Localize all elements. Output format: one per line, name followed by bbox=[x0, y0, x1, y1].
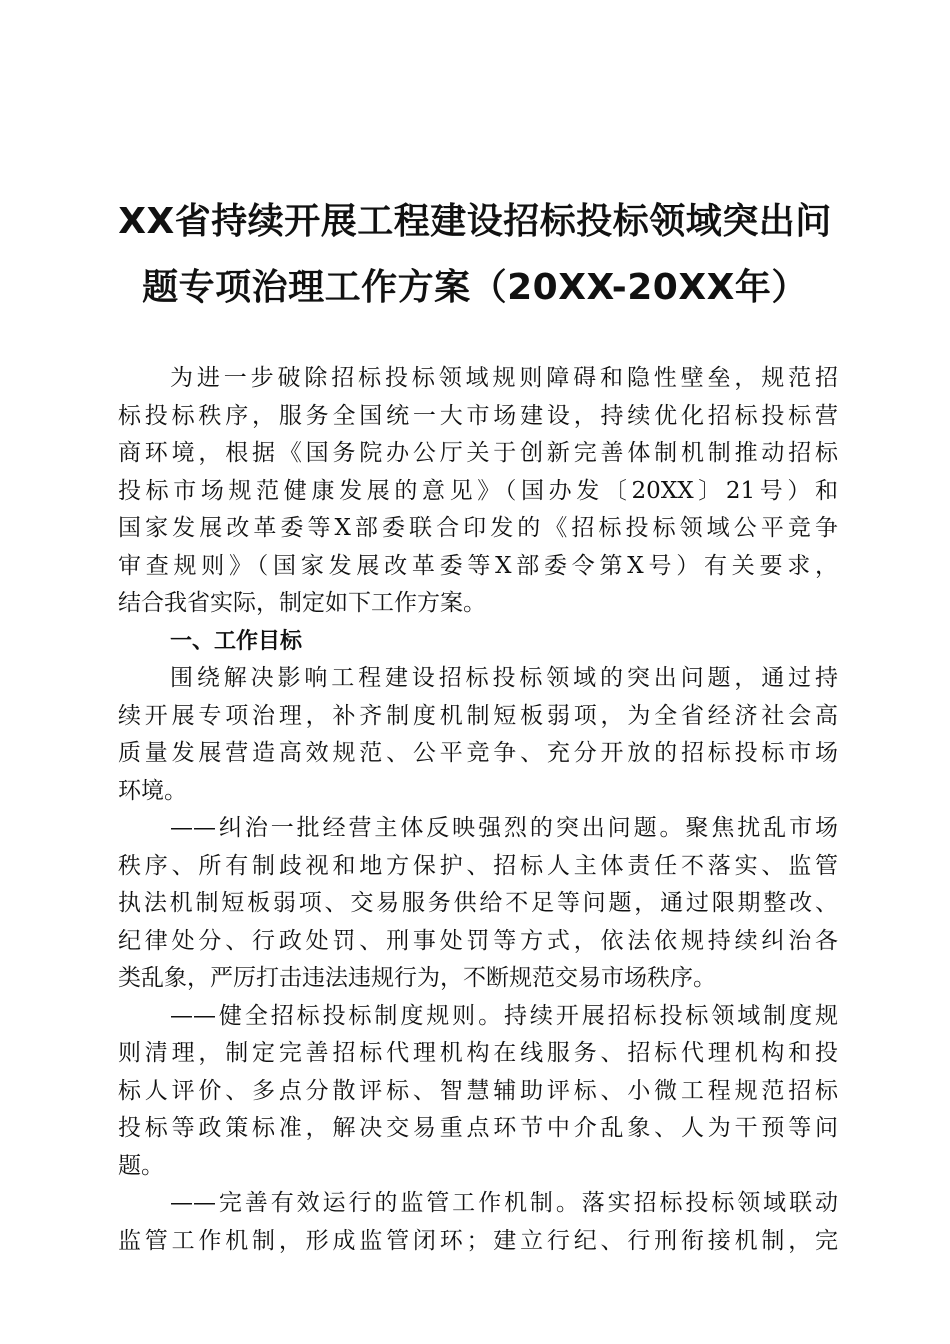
text: 审查规则》（国家发展改革委等X部委令第X号）有关要求， bbox=[118, 552, 838, 579]
text: 纪律处分、行政处罚、刑事处罚等方式，依法依规持续纠治各 bbox=[118, 927, 838, 954]
paragraph-line bbox=[118, 998, 838, 1036]
document-body bbox=[118, 360, 838, 1260]
paragraph-line bbox=[118, 548, 838, 586]
text: 为进一步破除招标投标领域规则障碍和隐性壁垒，规范招 bbox=[170, 365, 838, 391]
text: 监管工作机制，形成监管闭环；建立行纪、行刑衔接机制，完 bbox=[118, 1227, 838, 1254]
paragraph-line bbox=[118, 660, 838, 698]
paragraph-line bbox=[118, 810, 838, 848]
paragraph-line bbox=[118, 848, 838, 886]
text: 则清理，制定完善招标代理机构在线服务、招标代理机构和投 bbox=[118, 1040, 838, 1066]
paragraph-line bbox=[118, 1223, 838, 1261]
text: 秩序、所有制歧视和地方保护、招标人主体责任不落实、监管 bbox=[118, 852, 838, 879]
paragraph-line bbox=[118, 885, 838, 923]
paragraph-line bbox=[118, 360, 838, 398]
text: 标投标秩序，服务全国统一大市场建设，持续优化招标投标营 bbox=[118, 402, 838, 429]
paragraph-line bbox=[118, 1073, 838, 1111]
document-title-line-2: 题专项治理工作方案（20XX-20XX年） bbox=[142, 267, 808, 308]
text: 国家发展改革委等X部委联合印发的《招标投标领域公平竞争 bbox=[118, 515, 838, 541]
paragraph-line bbox=[118, 473, 838, 511]
section-heading: 一、工作目标 bbox=[170, 628, 303, 654]
text: ——健全招标投标制度规则。持续开展招标投标领域制度规 bbox=[170, 1002, 838, 1029]
text: 执法机制短板弱项、交易服务供给不足等问题，通过限期整改、 bbox=[118, 890, 838, 916]
paragraph-line bbox=[118, 435, 838, 473]
text: 续开展专项治理，补齐制度机制短板弱项，为全省经济社会高 bbox=[118, 702, 838, 729]
paragraph-line bbox=[118, 585, 838, 623]
paragraph-line bbox=[118, 1148, 838, 1186]
paragraph-line bbox=[118, 1035, 838, 1073]
paragraph-line bbox=[118, 960, 838, 998]
text: 环境。 bbox=[118, 777, 187, 804]
text: 标人评价、多点分散评标、智慧辅助评标、小微工程规范招标 bbox=[118, 1077, 838, 1104]
text: ——完善有效运行的监管工作机制。落实招标投标领域联动 bbox=[170, 1190, 838, 1216]
paragraph-line bbox=[118, 923, 838, 961]
text: 投标市场规范健康发展的意见》（国办发〔20XX〕21号）和 bbox=[118, 477, 838, 504]
text: 投标等政策标准，解决交易重点环节中介乱象、人为干预等问 bbox=[118, 1115, 838, 1141]
text: 结合我省实际，制定如下工作方案。 bbox=[118, 590, 486, 616]
paragraph-line bbox=[118, 510, 838, 548]
text: 围绕解决影响工程建设招标投标领域的突出问题，通过持 bbox=[170, 665, 838, 691]
text: 题。 bbox=[118, 1152, 164, 1179]
paragraph-line bbox=[118, 698, 838, 736]
text: 类乱象，严厉打击违法违规行为，不断规范交易市场秩序。 bbox=[118, 965, 716, 991]
paragraph-line bbox=[118, 398, 838, 436]
text: 质量发展营造高效规范、公平竞争、充分开放的招标投标市场 bbox=[118, 740, 838, 766]
paragraph-line bbox=[118, 773, 838, 811]
text: 商环境，根据《国务院办公厅关于创新完善体制机制推动招标 bbox=[118, 440, 838, 466]
text: ——纠治一批经营主体反映强烈的突出问题。聚焦扰乱市场 bbox=[170, 815, 838, 841]
paragraph-line bbox=[118, 1110, 838, 1148]
document-title-line-1: XX省持续开展工程建设招标投标领域突出问 bbox=[118, 201, 832, 242]
paragraph-line bbox=[118, 1185, 838, 1223]
paragraph-line bbox=[118, 735, 838, 773]
